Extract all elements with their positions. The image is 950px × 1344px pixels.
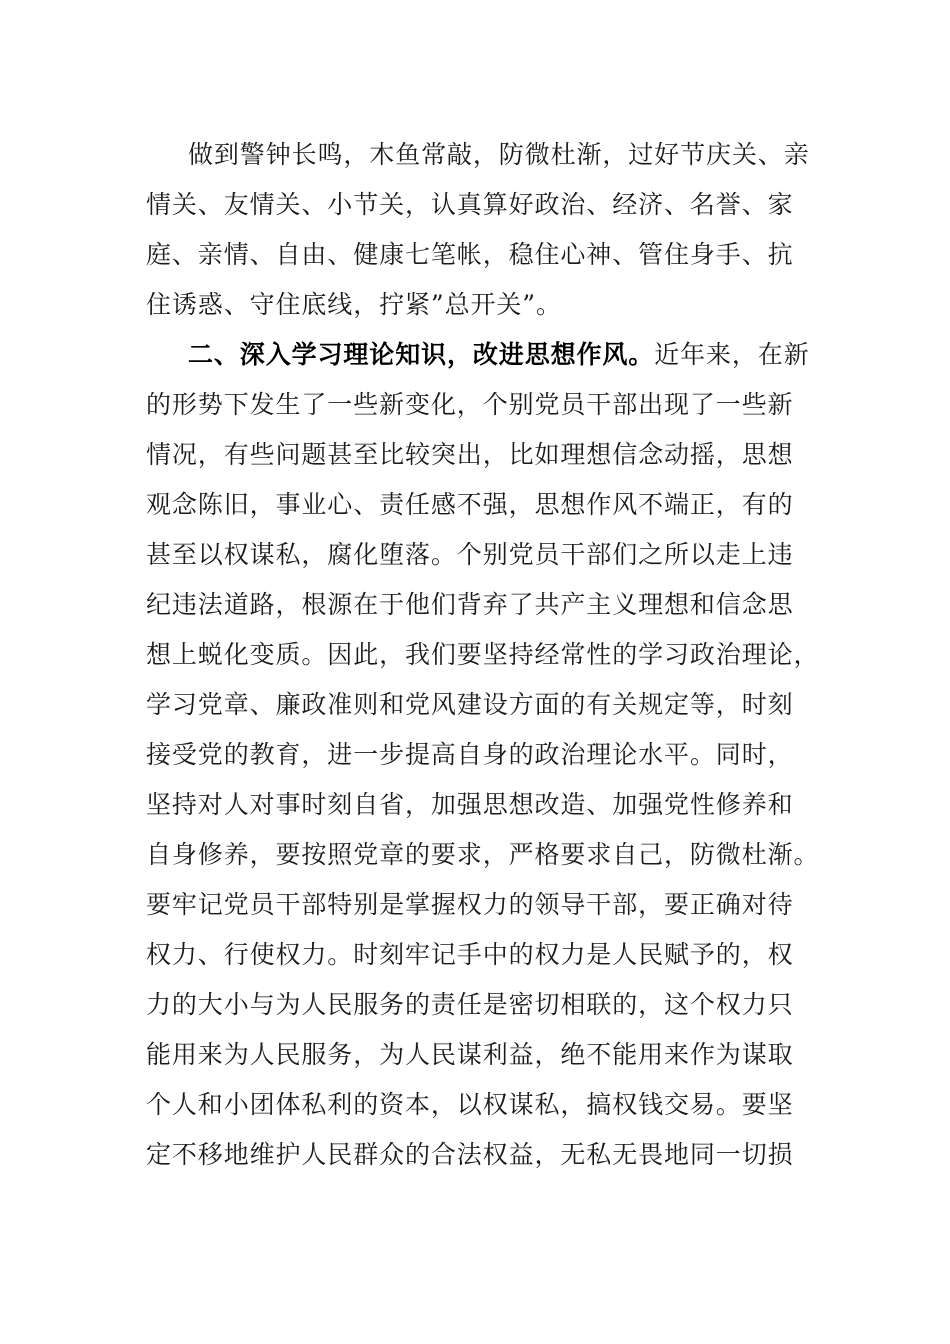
text-line: 坚持对人对事时刻自省，加强思想改造、加强党性修养和 bbox=[146, 790, 794, 819]
text-line: 力的大小与为人民服务的责任是密切相联的，这个权力只 bbox=[146, 990, 794, 1019]
text-line: 自身修养，要按照党章的要求，严格要求自己，防微杜渐。 bbox=[146, 840, 820, 869]
text-line: 想上蜕化变质。因此，我们要坚持经常性的学习政治理论， bbox=[146, 640, 820, 669]
text-line: 学习党章、廉政准则和党风建设方面的有关规定等，时刻 bbox=[146, 690, 794, 719]
text-line: 住诱惑、守住底线，拧紧”总开关”。 bbox=[146, 290, 562, 319]
paragraph-1 bbox=[146, 130, 810, 330]
text-line: 情关、友情关、小节关，认真算好政治、经济、名誉、家 bbox=[146, 190, 794, 219]
heading-continuation: 近年来，在新 bbox=[654, 340, 810, 369]
document-body bbox=[146, 130, 820, 1180]
text-line: 庭、亲情、自由、健康七笔帐，稳住心神、管住身手、抗 bbox=[146, 240, 794, 269]
section-heading: 二、深入学习理论知识，改进思想作风。 bbox=[188, 340, 655, 369]
text-line: 观念陈旧，事业心、责任感不强，思想作风不端正，有的 bbox=[146, 490, 794, 519]
text-line: 的形势下发生了一些新变化，个别党员干部出现了一些新 bbox=[146, 390, 794, 419]
text-line: 要牢记党员干部特别是掌握权力的领导干部，要正确对待 bbox=[146, 890, 794, 919]
text-line: 情况，有些问题甚至比较突出，比如理想信念动摇，思想 bbox=[146, 440, 794, 469]
text-line bbox=[146, 330, 810, 380]
text-line: 做到警钟长鸣，木鱼常敲，防微杜渐，过好节庆关、亲 bbox=[188, 140, 810, 169]
text-line: 纪违法道路，根源在于他们背弃了共产主义理想和信念思 bbox=[146, 590, 794, 619]
paragraph-2 bbox=[146, 330, 820, 1180]
text-line: 定不移地维护人民群众的合法权益，无私无畏地同一切损 bbox=[146, 1140, 794, 1169]
text-line: 甚至以权谋私，腐化堕落。个别党员干部们之所以走上违 bbox=[146, 540, 794, 569]
text-line: 权力、行使权力。时刻牢记手中的权力是人民赋予的，权 bbox=[146, 940, 794, 969]
text-line: 能用来为人民服务，为人民谋利益，绝不能用来作为谋取 bbox=[146, 1040, 794, 1069]
text-line: 接受党的教育，进一步提高自身的政治理论水平。同时， bbox=[146, 740, 794, 769]
text-line: 个人和小团体私利的资本，以权谋私，搞权钱交易。要坚 bbox=[146, 1090, 794, 1119]
